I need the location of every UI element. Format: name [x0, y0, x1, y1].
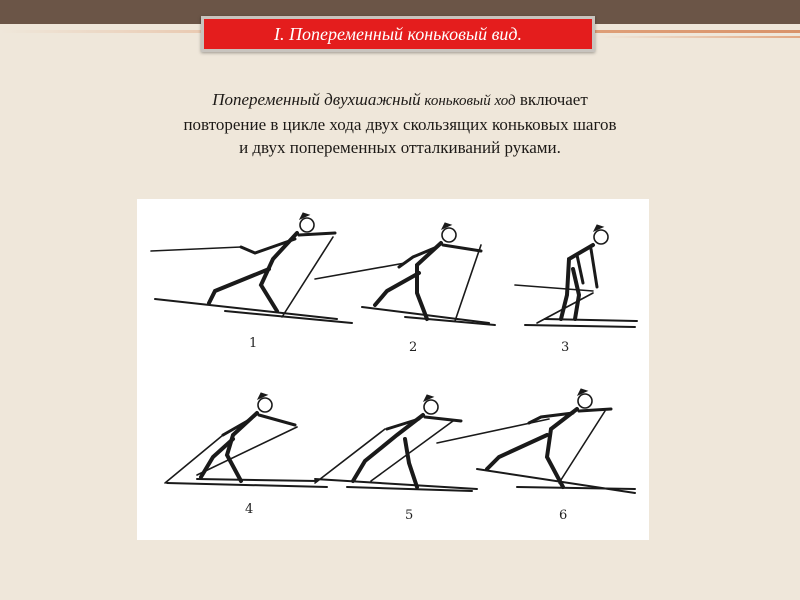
intro-emph-1: Попеременный двухшажный	[212, 90, 421, 109]
intro-emph-2: коньковый ход	[420, 93, 516, 109]
slide-title-text: I. Попеременный коньковый вид.	[273, 23, 523, 44]
intro-line-2: повторение в цикле хода двух скользящих коньковых шагов	[183, 115, 617, 134]
intro-line-3: и двух попеременных отталкиваний руками.	[239, 138, 561, 157]
phase-label-4: 4	[245, 502, 254, 517]
skier-figure-6	[437, 389, 635, 493]
phase-label-2: 2	[409, 340, 418, 355]
phase-label-6: 6	[559, 508, 568, 523]
phase-label-3: 3	[561, 340, 570, 355]
intro-line-1	[80, 88, 720, 113]
intro-text-1: включает	[515, 90, 588, 109]
skier-figure-2	[315, 223, 495, 325]
skier-phases-figure	[137, 199, 649, 540]
skier-figure-5	[315, 395, 477, 491]
phase-label-5: 5	[405, 508, 414, 523]
skier-phases-drawing	[137, 199, 649, 540]
skier-figure-3	[515, 225, 637, 327]
skier-figure-4	[165, 393, 327, 487]
skier-figure-1	[151, 213, 352, 323]
slide-title	[201, 16, 595, 52]
header-accent-line-secondary	[600, 36, 800, 38]
phase-label-1: 1	[249, 336, 258, 351]
intro-paragraph	[80, 88, 720, 159]
